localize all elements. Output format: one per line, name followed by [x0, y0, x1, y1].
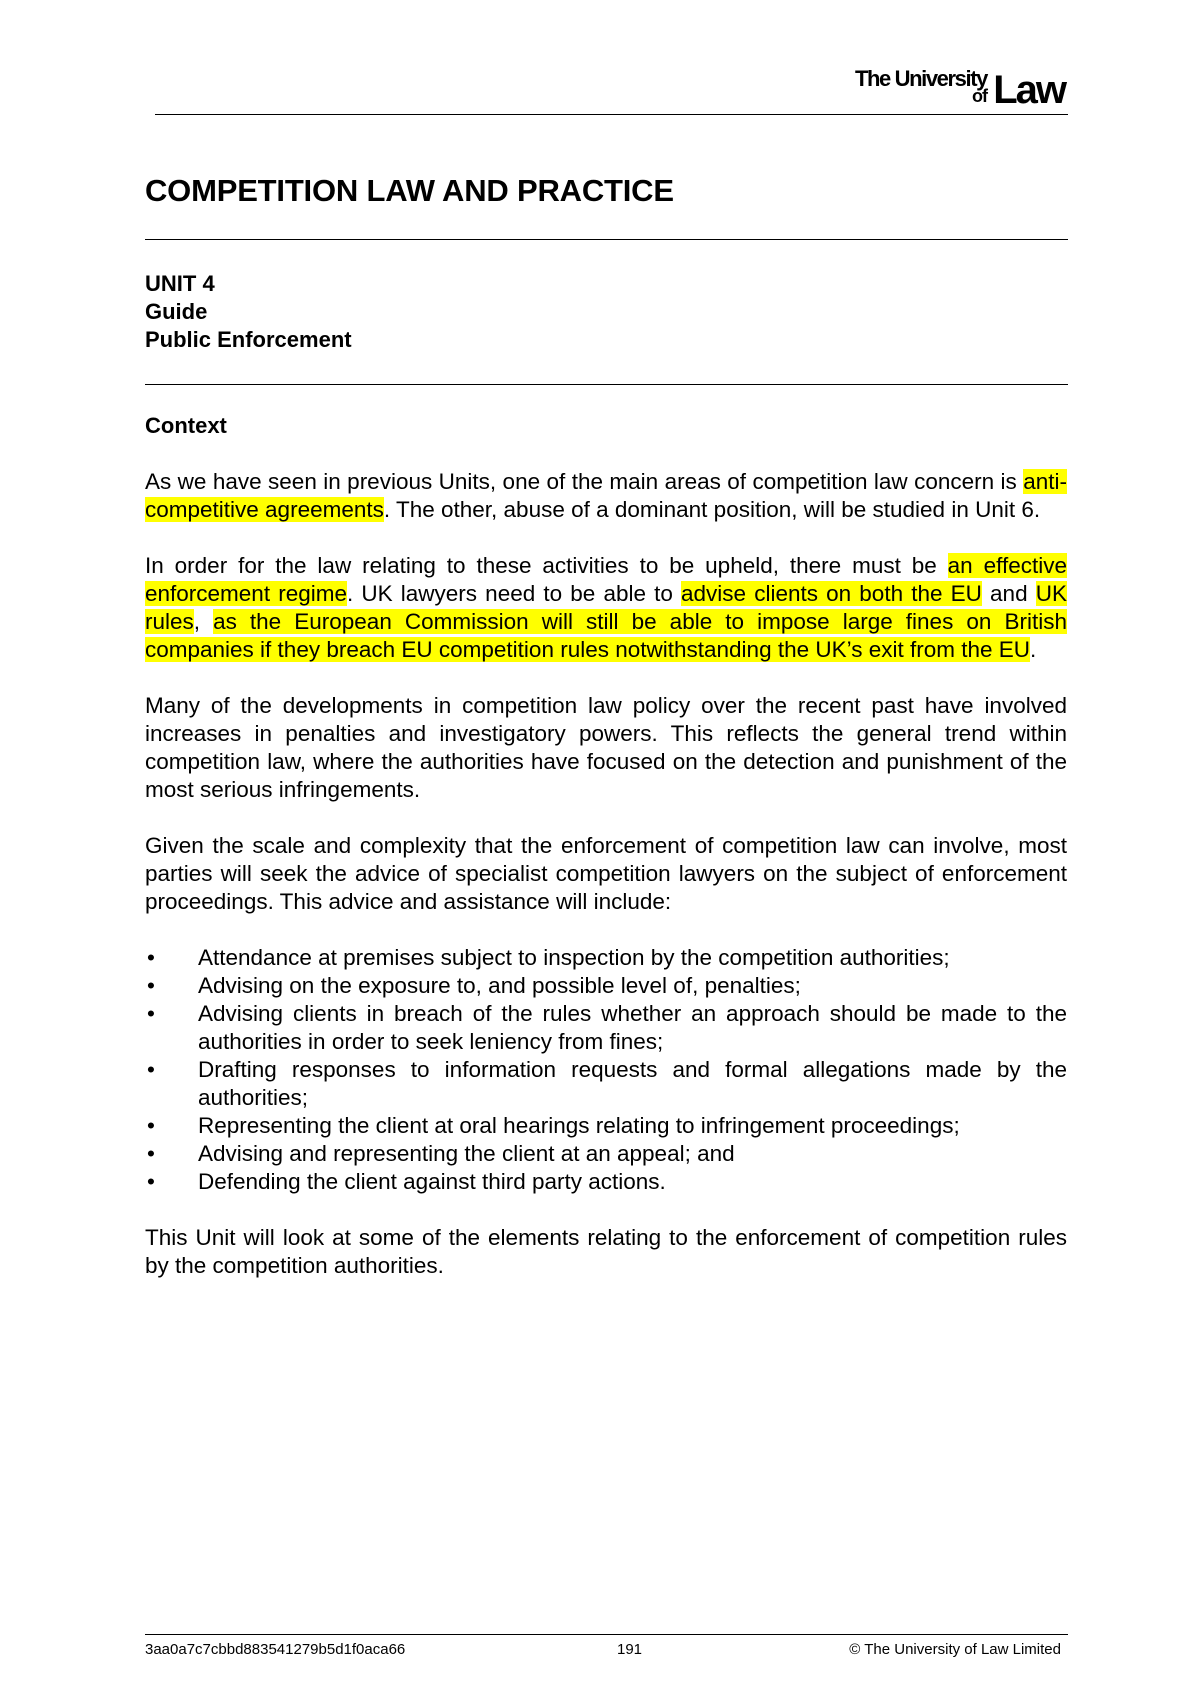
document-title: COMPETITION LAW AND PRACTICE	[145, 173, 674, 208]
list-item	[145, 1056, 1067, 1112]
bullet-icon: •	[147, 973, 155, 998]
highlighted-text: as the European Commission will still be able to impose large fines on British companies if they breach EU competition rules notwithstanding the UK’s exit from the EU	[145, 609, 1067, 662]
highlighted-text: advise clients on both the EU	[681, 581, 982, 606]
text-span: . UK lawyers need to be able to	[346, 581, 682, 606]
list-item	[145, 1000, 1067, 1056]
section-heading: Context	[145, 413, 227, 438]
paragraph-3: Many of the developments in competition law policy over the recent past have involved increases in penalties and investigatory powers. This reflects the general trend within competition law, where the authorities have focused on the detection and punishment of the most serious infringements.	[145, 693, 1067, 802]
footer-divider	[145, 1634, 1068, 1635]
university-logo	[845, 66, 1065, 112]
text-span: ,	[193, 609, 214, 634]
text-span: In order for the law relating to these activities to be upheld, there must be	[145, 553, 948, 578]
logo-line-1: The University	[854, 66, 987, 91]
unit-number: UNIT 4	[145, 271, 215, 296]
logo-line-3: Law	[993, 68, 1065, 112]
bullet-icon: •	[147, 1169, 155, 1194]
bullet-icon: •	[147, 1057, 155, 1082]
text-span: . The other, abuse of a dominant position, will be studied in Unit 6.	[383, 497, 1041, 522]
list-item	[145, 944, 1067, 972]
unit-divider	[145, 384, 1068, 385]
text-span: .	[1030, 637, 1037, 662]
document-id: 3aa0a7c7cbbd883541279b5d1f0aca66	[145, 1641, 406, 1658]
highlighted-text: an effective enforcement regime	[145, 553, 1067, 606]
bullet-icon: •	[147, 1141, 155, 1166]
list-item-text: Advising on the exposure to, and possible level of, penalties;	[198, 973, 801, 998]
text-span: As we have seen in previous Units, one of the main areas of competition law concern is	[145, 469, 1024, 494]
list-item	[145, 1112, 1067, 1140]
list-item-text: Defending the client against third party actions.	[198, 1169, 666, 1194]
list-item-text: Drafting responses to information requests and formal allegations made by the authorities;	[198, 1057, 1067, 1110]
list-item-text: Advising and representing the client at an appeal; and	[198, 1141, 735, 1166]
paragraph-4: Given the scale and complexity that the enforcement of competition law can involve, most parties will seek the advice of specialist competition lawyers on the subject of enforcement proceedings. This advice and assistance will include:	[145, 833, 1067, 914]
bullet-list	[145, 944, 1067, 1196]
paragraph-5: This Unit will look at some of the elements relating to the enforcement of competition rules by the competition authorities.	[145, 1225, 1067, 1278]
bullet-icon: •	[147, 945, 155, 970]
title-divider	[145, 239, 1068, 240]
header-divider	[155, 114, 1068, 115]
bullet-icon: •	[147, 1001, 155, 1026]
unit-type: Guide	[145, 299, 208, 324]
list-item-text: Attendance at premises subject to inspection by the competition authorities;	[198, 945, 950, 970]
bullet-icon: •	[147, 1113, 155, 1138]
highlighted-text: anti-competitive agreements	[145, 469, 1067, 522]
unit-topic: Public Enforcement	[145, 327, 352, 352]
paragraph-2	[145, 552, 1067, 664]
list-item-text: Advising clients in breach of the rules whether an approach should be made to the authorities in order to seek leniency from fines;	[198, 1001, 1067, 1054]
text-span: and	[981, 581, 1036, 606]
page-number: 191	[617, 1641, 643, 1658]
list-item	[145, 972, 1067, 1000]
logo-line-2: of	[972, 86, 987, 106]
list-item	[145, 1168, 1067, 1196]
list-item	[145, 1140, 1067, 1168]
paragraph-1	[145, 468, 1067, 524]
copyright-notice: © The University of Law Limited	[849, 1641, 1061, 1658]
unit-info	[145, 270, 352, 354]
document-body	[145, 412, 1067, 1308]
list-item-text: Representing the client at oral hearings relating to infringement proceedings;	[198, 1113, 960, 1138]
highlighted-text: UK rules	[145, 581, 1067, 634]
